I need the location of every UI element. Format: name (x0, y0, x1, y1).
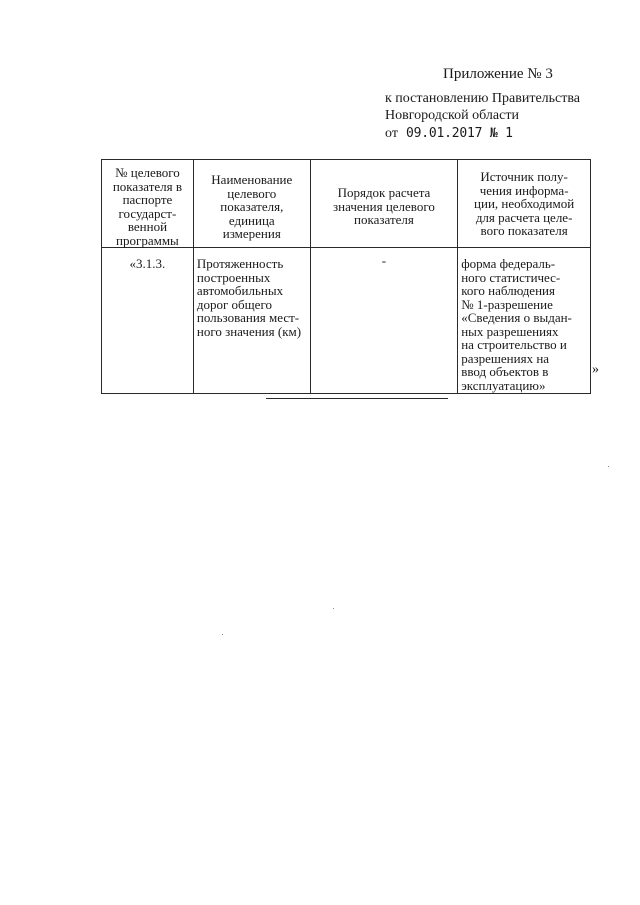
header-lines (102, 160, 193, 247)
text-line: Наименование (211, 172, 293, 187)
appendix-title: Приложение № 3 (443, 66, 553, 82)
text-line: программы (116, 232, 179, 248)
header-lines (458, 160, 590, 238)
header-indicator-name (193, 160, 310, 248)
row-indicator-number: «3.1.3. (102, 248, 194, 394)
text-line: построенных (196, 269, 271, 285)
resolution-date: 09.01.2017 № 1 (405, 126, 513, 141)
text-line: Источник полу- (480, 169, 568, 184)
text-line: форма федераль- (461, 256, 556, 271)
text-line: вого показателя (480, 223, 568, 238)
text-line: государст- (118, 205, 177, 221)
text-line: № целевого (115, 165, 180, 180)
text-line: чения информа- (479, 182, 569, 198)
text-line: показателя в (112, 178, 183, 194)
text-line: венной (127, 219, 168, 234)
row-indicator-name (193, 248, 310, 394)
header-calculation-method (310, 160, 458, 248)
text-line: ного статистичес- (461, 269, 561, 285)
header-indicator-number (102, 160, 194, 248)
scan-speck (608, 466, 609, 467)
table-row (102, 248, 591, 394)
resolution-region: Новгородской области (385, 108, 519, 123)
text-line: показателя (354, 212, 414, 227)
text-line: кого наблюдения (461, 283, 555, 298)
table-header-row (102, 160, 591, 248)
cell-lines (194, 248, 310, 338)
header-lines (194, 160, 310, 241)
text-line: Протяженность (196, 256, 284, 271)
text-line: для расчета целе- (475, 209, 573, 225)
text-line: ных разрешениях (461, 323, 559, 339)
end-divider-line (266, 398, 448, 399)
header-information-source (458, 160, 591, 248)
resolution-reference: к постановлению Правительства (385, 91, 581, 106)
row-information-source (458, 248, 591, 394)
closing-quote: » (592, 362, 599, 377)
cell-lines (458, 248, 590, 392)
text-line: значения целевого (333, 198, 435, 214)
text-line: автомобильных (196, 283, 284, 298)
text-line: измерения (222, 226, 281, 241)
text-line: эксплуатацию» (461, 377, 546, 393)
text-line: на строительство и (461, 337, 567, 352)
text-line: «Сведения о выдан- (461, 310, 572, 325)
resolution-date-row (385, 126, 513, 142)
text-line: Порядок расчета (337, 185, 431, 200)
scan-speck (222, 634, 223, 635)
text-line: пользования мест- (196, 310, 300, 325)
header-lines (311, 160, 458, 227)
text-line: ции, необходимой (474, 196, 575, 211)
text-line: целевого (227, 185, 277, 201)
text-line: паспорте (122, 192, 173, 207)
row-calculation-method: - (310, 248, 458, 394)
text-line: единица (228, 212, 275, 228)
text-line: ввод объектов в (461, 364, 549, 379)
text-line: разрешениях на (461, 350, 550, 366)
date-prefix: от (385, 126, 398, 141)
indicators-table (101, 159, 591, 394)
text-line: ного значения (км) (196, 323, 302, 339)
text-line: дорог общего (196, 296, 272, 312)
scan-speck (333, 608, 334, 609)
text-line: показателя, (220, 199, 284, 214)
text-line: № 1-разрешение (461, 296, 553, 312)
